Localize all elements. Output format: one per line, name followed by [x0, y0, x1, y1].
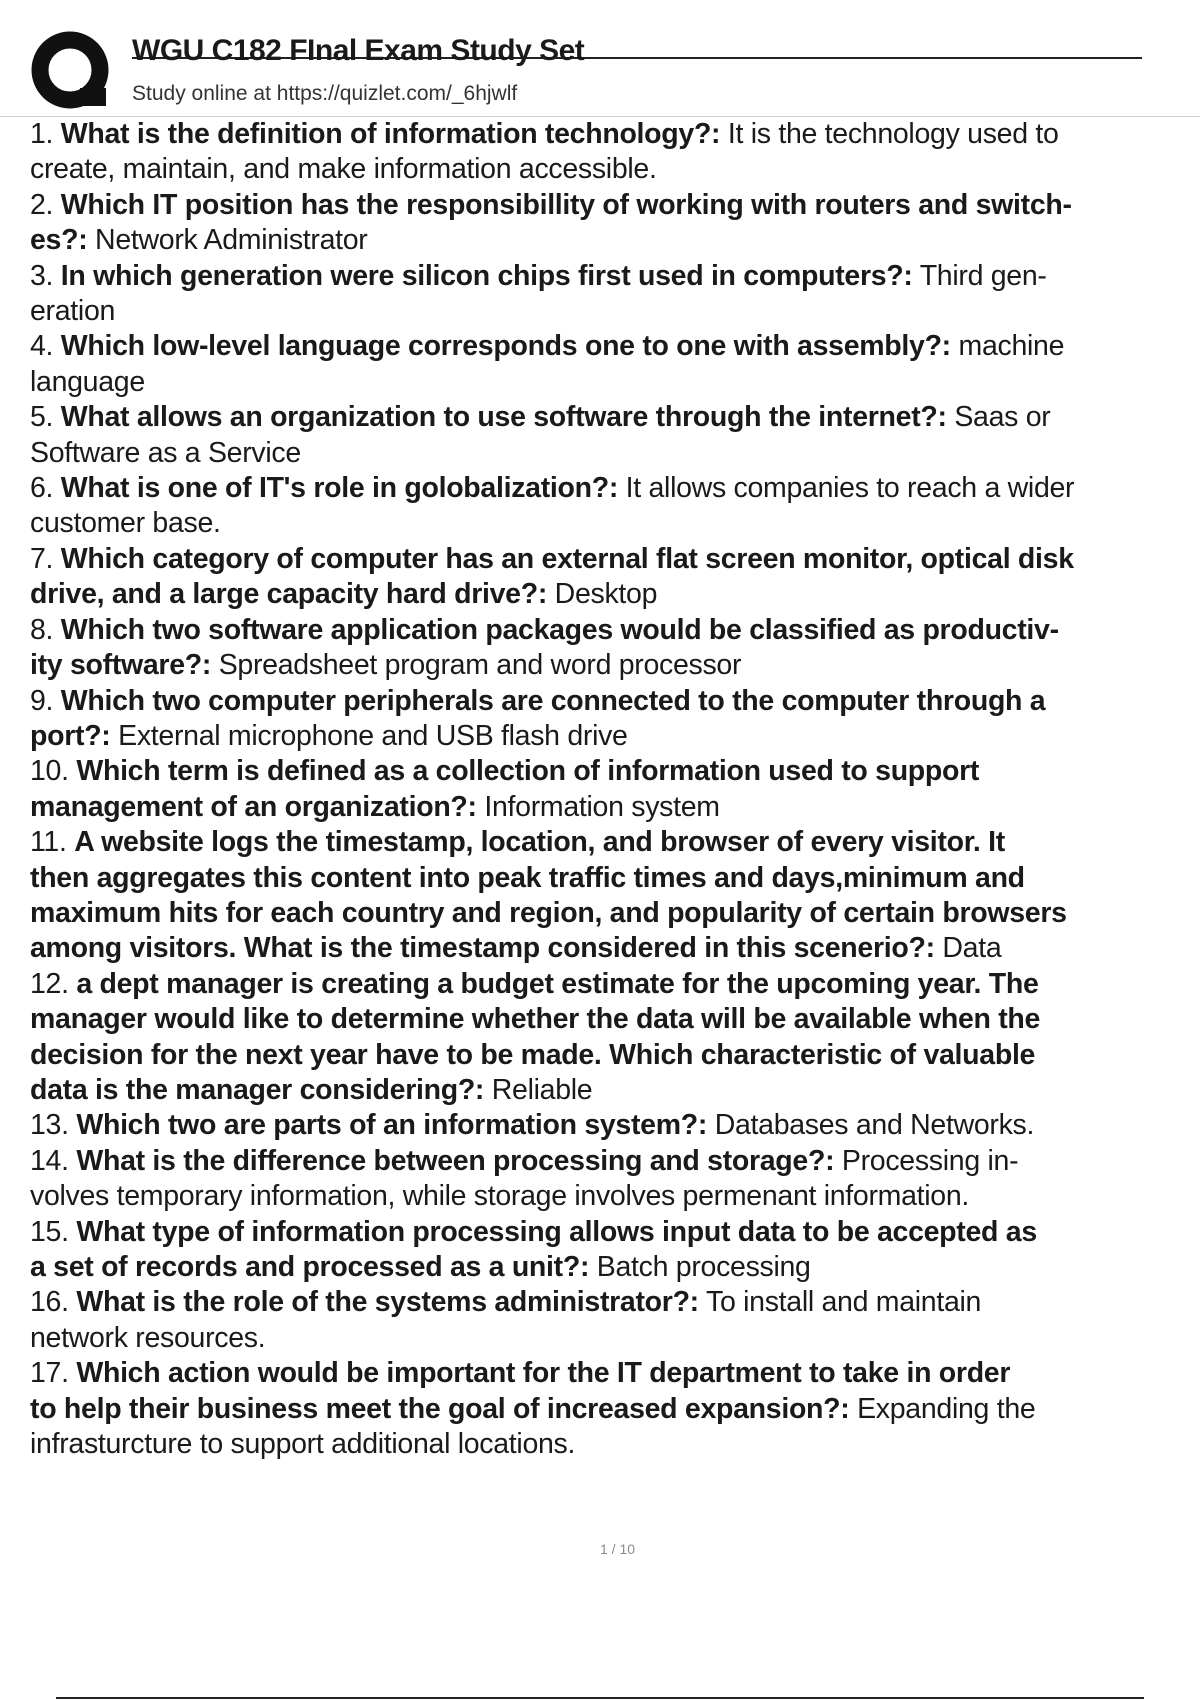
answer-text: To install and maintain network resources. — [30, 1286, 982, 1354]
item-number: 16. — [30, 1286, 69, 1319]
question-text: Which low-level language corresponds one to one with assembly?: — [60, 330, 951, 363]
qa-item-7 — [30, 542, 1200, 613]
question-text: Which category of computer has an external flat screen monitor, optical disk drive, and a large capacity hard drive?: — [30, 542, 1074, 611]
item-number: 6. — [30, 472, 54, 505]
answer-text: Databases and Networks. — [714, 1109, 1035, 1142]
qa-item-1 — [30, 117, 1200, 188]
item-number: 12. — [30, 967, 69, 1000]
item-number: 5. — [30, 401, 54, 434]
qa-item-5 — [30, 400, 1200, 471]
question-text: Which two computer peripherals are connected to the computer through a port?: — [30, 684, 1046, 752]
answer-text: It allows companies to reach a wider customer base. — [30, 472, 1075, 540]
item-number: 8. — [30, 613, 54, 646]
qa-item-3 — [30, 259, 1200, 330]
item-number: 13. — [30, 1109, 69, 1142]
item-number: 3. — [30, 259, 54, 292]
answer-text: Data — [942, 932, 1002, 965]
answer-text: Processing in- volves temporary information, while storage involves permenant information. — [30, 1144, 1019, 1213]
question-text: Which two software application packages would be classified as productiv- ity software?: — [30, 613, 1059, 682]
question-text: Which two are parts of an information system?: — [76, 1109, 708, 1142]
answer-text: Saas or Software as a Service — [30, 401, 1051, 469]
item-number: 10. — [30, 755, 69, 788]
question-text: Which action would be important for the IT department to take in order to help their business meet the goal of increased expansion?: — [30, 1357, 1011, 1425]
question-text: In which generation were silicon chips first used in computers?: — [60, 259, 913, 292]
document-title: WGU C182 FInal Exam Study Set — [132, 34, 585, 67]
qa-item-10 — [30, 754, 1200, 825]
item-number: 11. — [30, 826, 67, 859]
qa-item-6 — [30, 471, 1200, 542]
item-number: 1. — [30, 118, 54, 150]
qa-item-12 — [30, 967, 1200, 1109]
qa-item-13 — [30, 1108, 1200, 1143]
question-text: What is the difference between processing and storage?: — [76, 1144, 835, 1177]
item-number: 15. — [30, 1215, 69, 1248]
qa-item-17 — [30, 1356, 1200, 1462]
question-text: What is the role of the systems administrator?: — [76, 1286, 699, 1319]
answer-text: Expanding the infrasturcture to support additional locations. — [30, 1392, 1036, 1461]
item-number: 4. — [30, 330, 54, 363]
qa-item-2 — [30, 188, 1200, 259]
page-number: 1 / 10 — [599, 1541, 636, 1557]
answer-text: Information system — [484, 790, 720, 823]
item-number: 9. — [30, 684, 54, 717]
item-number: 7. — [30, 542, 54, 575]
item-number: 14. — [30, 1144, 69, 1177]
question-answer-list — [30, 117, 1200, 1462]
qa-item-11 — [30, 825, 1200, 967]
question-text: What allows an organization to use software through the internet?: — [60, 401, 947, 434]
study-online-link-text: Study online at https://quizlet.com/_6hjwlf — [132, 82, 518, 105]
question-text: Which IT position has the responsibillity of working with routers and switch- es?: — [30, 188, 1072, 257]
question-text: What type of information processing allows input data to be accepted as a set of records and processed as a unit?: — [30, 1215, 1037, 1283]
answer-text: Network Administrator — [95, 224, 368, 257]
question-text: What is one of IT's role in golobalization?: — [60, 472, 619, 505]
answer-text: Desktop — [554, 578, 658, 611]
question-text: a dept manager is creating a budget estimate for the upcoming year. The manager would like to determine whether the data will be available when the decision for the next year have to be made. Which characteristic of valuable data is the manager considering?: — [30, 967, 1041, 1106]
item-number: 17. — [30, 1357, 69, 1390]
qa-item-15 — [30, 1215, 1200, 1286]
qa-item-16 — [30, 1285, 1200, 1356]
quizlet-q-logo-icon — [30, 30, 112, 112]
answer-text: Third gen- eration — [30, 259, 1047, 328]
qa-item-14 — [30, 1144, 1200, 1215]
answer-text: It is the technology used to create, maintain, and make information accessible. — [30, 118, 1059, 186]
question-text: What is the definition of information technology?: — [60, 118, 721, 150]
item-number: 2. — [30, 188, 54, 221]
answer-text: Reliable — [491, 1073, 593, 1106]
document-header — [0, 0, 1200, 118]
answer-text: Spreadsheet program and word processor — [218, 649, 742, 682]
answer-text: Batch processing — [596, 1251, 811, 1283]
footer-divider — [56, 1697, 1144, 1699]
question-text: A website logs the timestamp, location, and browser of every visitor. It then aggregates this content into peak traffic times and days,minimum and maximum hits for each country and region, and popularity of certain browsers among visitors. What is the timestamp considered in this scenerio?: — [30, 826, 1067, 965]
question-text: Which term is defined as a collection of information used to support management of an organization?: — [30, 755, 980, 823]
answer-text: machine language — [30, 330, 1065, 398]
qa-item-4 — [30, 329, 1200, 400]
answer-text: External microphone and USB flash drive — [118, 719, 628, 752]
qa-item-9 — [30, 684, 1200, 755]
qa-item-8 — [30, 613, 1200, 684]
